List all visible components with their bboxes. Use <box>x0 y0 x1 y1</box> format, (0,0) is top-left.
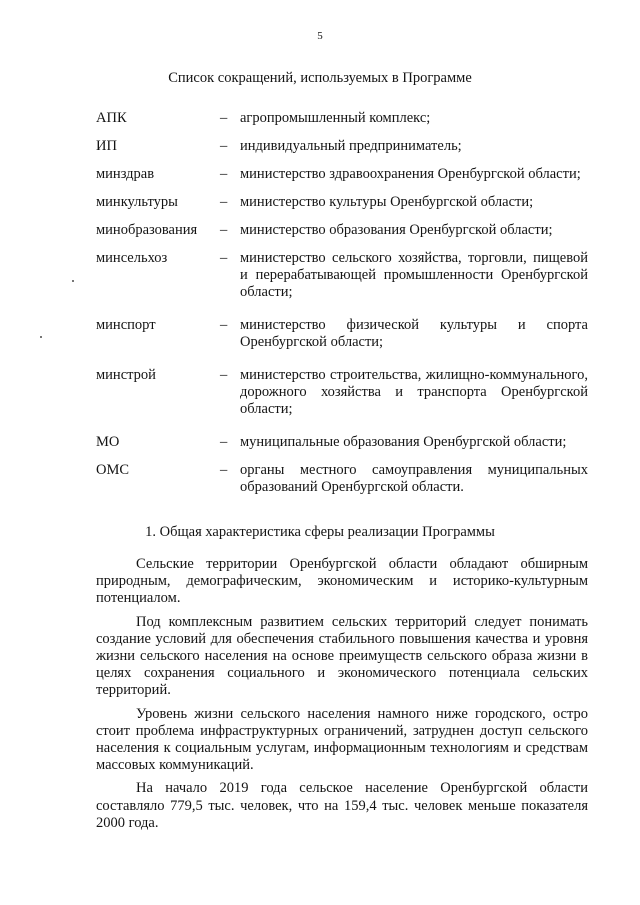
abbreviation-definition: министерство строительства, жилищно-коммунального, дорожного хозяйства и транспорта Оренбургской области; <box>240 367 588 417</box>
abbreviation-row <box>96 250 588 301</box>
abbreviation-term: минкультуры <box>96 194 178 210</box>
page-number: 5 <box>317 30 323 42</box>
abbreviation-dash: – <box>220 222 228 238</box>
abbreviation-dash: – <box>220 317 228 333</box>
abbreviation-definition: министерство здравоохранения Оренбургской области; <box>240 166 581 182</box>
paragraph: Сельские территории Оренбургской области обладают обширным природным, демографическим, экономическим и историко-культурным потенциалом. <box>96 556 588 607</box>
abbreviation-definition: министерство культуры Оренбургской области; <box>240 194 534 210</box>
abbreviation-row <box>96 367 588 418</box>
abbreviation-definition: органы местного самоуправления муниципальных образований Оренбургской области. <box>240 462 588 495</box>
abbreviation-definition: министерство физической культуры и спорта Оренбургской области; <box>240 317 588 350</box>
abbreviation-definition: муниципальные образования Оренбургской области; <box>240 434 567 450</box>
abbreviation-row <box>96 166 588 183</box>
abbreviation-row <box>96 138 588 155</box>
abbreviation-dash: – <box>220 434 228 450</box>
abbreviation-dash: – <box>220 166 228 182</box>
abbreviation-term: минспорт <box>96 317 156 333</box>
abbreviation-row <box>96 194 588 211</box>
scan-mark <box>40 336 42 338</box>
abbreviation-dash: – <box>220 250 228 266</box>
abbreviation-dash: – <box>220 194 228 210</box>
abbreviation-dash: – <box>220 138 228 154</box>
abbreviation-row <box>96 434 588 451</box>
abbreviation-definition: министерство образования Оренбургской области; <box>240 222 553 238</box>
abbreviation-term: минсельхоз <box>96 250 168 266</box>
paragraph: Под комплексным развитием сельских территорий следует понимать создание условий для обеспечения стабильного повышения качества и уровня жизни сельского населения на основе преимуществ сельского образа жизни в целях сохранения социального и экономического потенциала сельских территорий. <box>96 613 588 699</box>
abbreviation-definition: агропромышленный комплекс; <box>240 110 431 126</box>
abbreviation-dash: – <box>220 462 228 478</box>
paragraph: На начало 2019 года сельское население Оренбургской области составляло 779,5 тыс. человек, что на 159,4 тыс. человек меньше показателя 2000 года. <box>96 780 588 831</box>
abbreviations-list <box>96 110 588 496</box>
section-title: 1. Общая характеристика сферы реализации Программы <box>145 524 495 540</box>
abbreviation-row <box>96 222 588 239</box>
abbreviation-term: АПК <box>96 110 127 126</box>
abbreviation-term: минздрав <box>96 166 155 182</box>
section-body <box>96 556 588 832</box>
abbreviation-row <box>96 462 588 496</box>
scan-mark <box>72 280 74 282</box>
abbreviation-dash: – <box>220 367 228 383</box>
abbreviation-row <box>96 110 588 127</box>
abbreviation-dash: – <box>220 110 228 126</box>
abbreviation-term: ОМС <box>96 462 130 478</box>
abbreviation-term: ИП <box>96 138 117 154</box>
abbreviation-term: МО <box>96 434 120 450</box>
abbreviation-row <box>96 317 588 351</box>
paragraph: Уровень жизни сельского населения намного ниже городского, остро стоит проблема инфраструктурных ограничений, затруднен доступ сельского населения к социальным услугам, информационным технологиям и средствам массовых коммуникаций. <box>96 705 588 774</box>
abbreviations-title: Список сокращений, используемых в Программе <box>168 70 472 86</box>
abbreviation-definition: индивидуальный предприниматель; <box>240 138 462 154</box>
abbreviation-term: минобразования <box>96 222 198 238</box>
abbreviation-term: минстрой <box>96 367 156 383</box>
abbreviation-definition: министерство сельского хозяйства, торговли, пищевой и перерабатывающей промышленности Оренбургской области; <box>240 250 588 300</box>
